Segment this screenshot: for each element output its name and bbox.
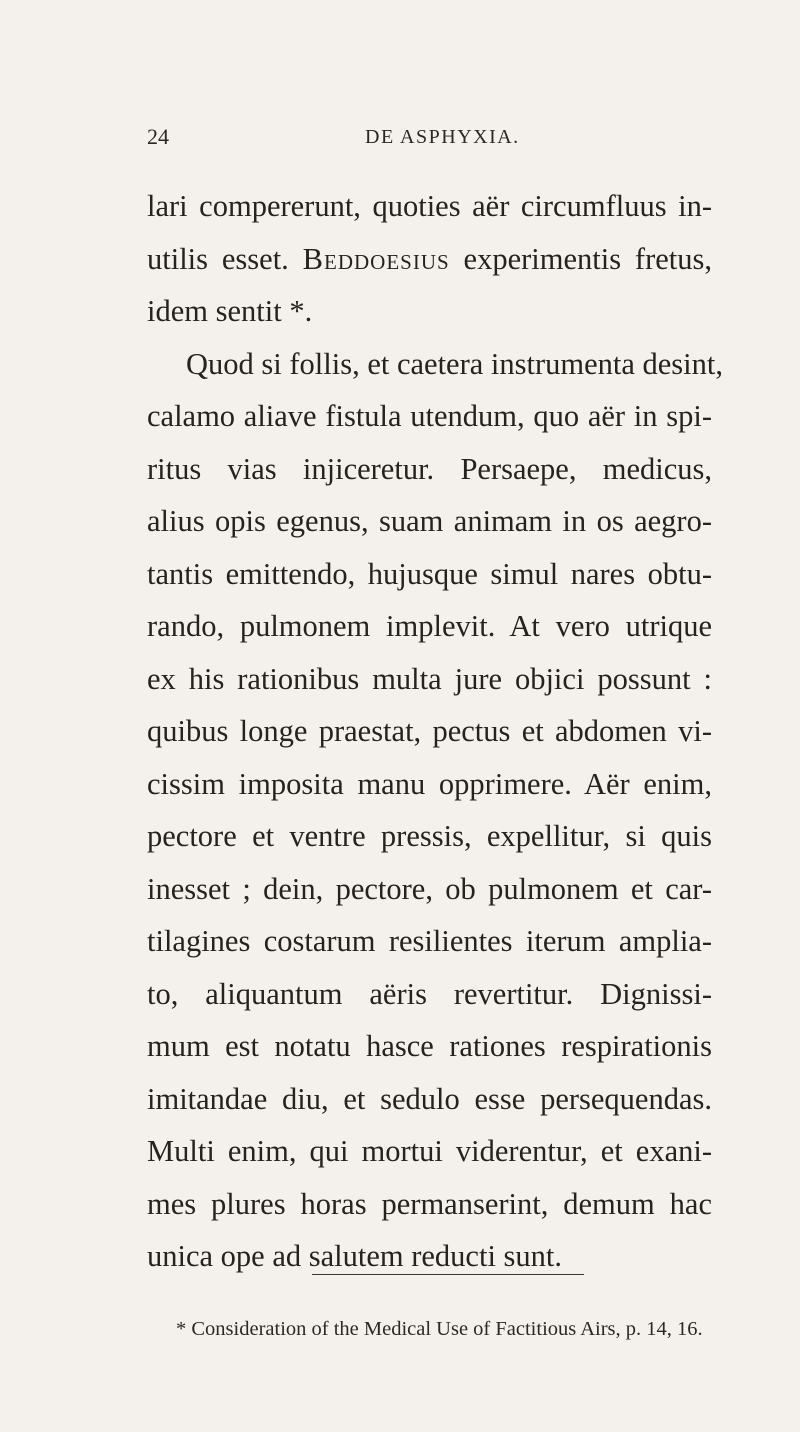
text-line: quibus longe praestat, pectus et abdomen vi- [147, 714, 712, 748]
text-line: alius opis egenus, suam animam in os aegro- [147, 504, 712, 538]
text-line: cissim imposita manu opprimere. Aër enim, [147, 766, 712, 801]
text-line: mum est notatu hasce rationes respirationis [147, 1029, 712, 1063]
text-line: to, aliquantum aëris revertitur. Dignissi- [147, 976, 712, 1011]
text-segment: utilis esset. [147, 241, 289, 276]
text-line: inesset ; dein, pectore, ob pulmonem et car- [147, 871, 712, 906]
text-line: imitandae diu, et sedulo esse persequendas. [147, 1081, 712, 1116]
text-line: lari compererunt, quoties aër circumfluus in- [147, 189, 712, 223]
page-number: 24 [147, 124, 169, 149]
text-line [147, 233, 712, 286]
text-line: calamo aliave fistula utendum, quo aër in spi- [147, 399, 712, 433]
text-line: pectore et ventre pressis, expellitur, si quis [147, 819, 712, 853]
footnote: * Consideration of the Medical Use of Factitious Airs, p. 14, 16. [176, 1318, 703, 1340]
text-line: idem sentit *. [147, 294, 313, 328]
running-head [147, 124, 707, 164]
text-line: rando, pulmonem implevit. At vero utrique [147, 609, 712, 643]
text-line: unica ope ad salutem reducti sunt. [147, 1239, 563, 1273]
footnote-divider [312, 1274, 584, 1275]
text-line: ex his rationibus multa jure objici possunt : [147, 661, 712, 696]
text-line: Quod si follis, et caetera instrumenta desint, [186, 346, 723, 381]
body-text [147, 180, 723, 1283]
author-name: Beddoesius [302, 241, 450, 276]
text-line: mes plures horas permanserint, demum hac [147, 1186, 712, 1221]
text-line: tilagines costarum resilientes iterum amplia- [147, 924, 712, 958]
text-line: tantis emittendo, hujusque simul nares obtu- [147, 556, 712, 591]
text-line: ritus vias injiceretur. Persaepe, medicus, [147, 451, 712, 486]
running-title: DE ASPHYXIA. [365, 126, 520, 148]
text-line: Multi enim, qui mortui viderentur, et exani- [147, 1134, 712, 1168]
text-segment: experimentis fretus, [463, 241, 712, 276]
